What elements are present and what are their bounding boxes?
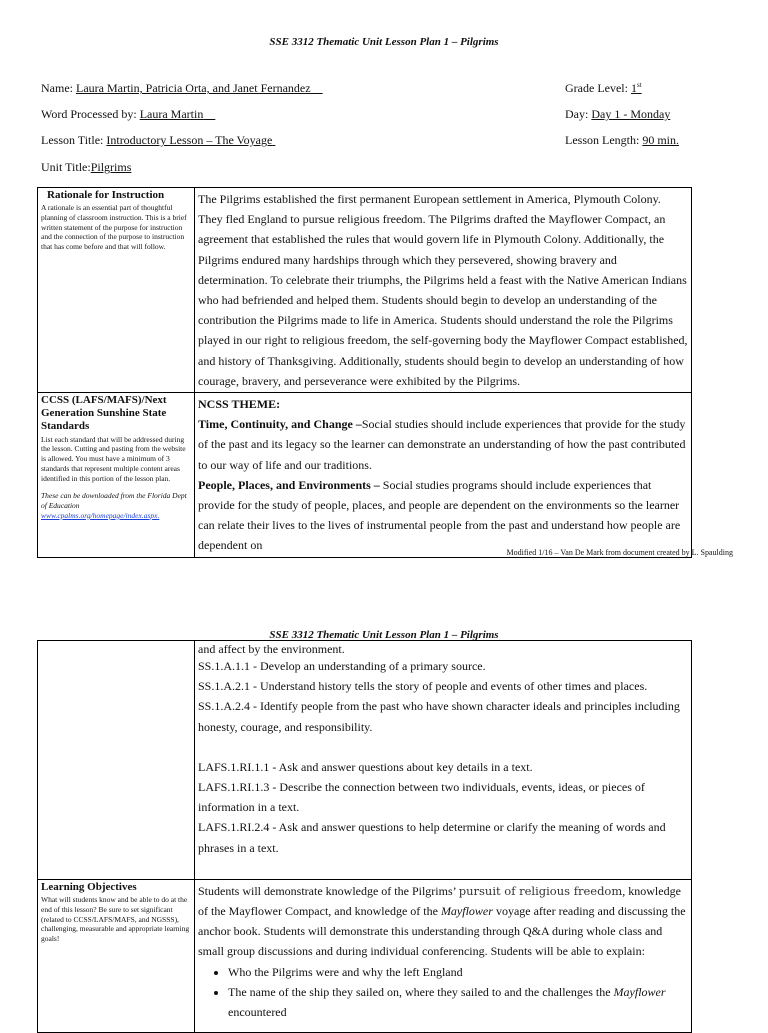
grade-suffix: st <box>636 81 642 89</box>
theme2-text: Social studies programs should include experiences that provide for the study of people, places, and people are dependent on the environments so the learner can relate their lives to the lives of instrumental people from the past and understand how people are dependent on <box>198 477 681 553</box>
objectives-heading: Learning Objectives <box>41 880 137 893</box>
rationale-text: The Pilgrims established the first permanent European settlement in America, Plymouth Colony. They fled England to pursue religious freedom. The Pilgrims drafted the Mayflower Compact, an agreement that established the rules that would govern life in Plymouth Colony. Additionally, the Pilgrims endured many hardships through which they persevered, showing bravery and determination. To celebrate their triumphs, the Pilgrims held a feast with the Native American Indians who had befriended and helped them. Students should begin to develop an understanding of the contribution the Pilgrims made to life in America. Students should understand the role the Pilgrims played in our right to religious freedom, the self-governing body the Mayflower Compact established, and history of Thanksgiving. Additionally, students should begin to develop an understanding of how courage, bravery, and perseverance were exhibited by the Pilgrims. <box>198 192 688 388</box>
objectives-text: Students will demonstrate knowledge of the Pilgrims’ pursuit of religious freedom, knowledge of the Mayflower Compact, and knowledge of the Mayflower voyage after reading and discussing the anchor book. Students will demonstrate this understanding through Q&A during whole class and small group discussions and during individual conferencing. Students will be able to explain: <box>198 883 686 959</box>
name-row <box>41 81 323 96</box>
rationale-row <box>38 188 692 393</box>
length-label: Lesson Length: <box>565 133 640 147</box>
ncss-theme-1 <box>198 414 688 475</box>
standard-ss-3: SS.1.A.2.4 - Identify people from the past who have shown character ideals and principles including honesty, courage, and responsibility. <box>198 699 680 734</box>
ncss-theme-heading: NCSS THEME: <box>198 397 281 412</box>
religious-freedom-phrase: pursuit of religious freedom <box>458 883 623 898</box>
theme1-title: Time, Continuity, and Change – <box>198 417 362 432</box>
page-title: SSE 3312 Thematic Unit Lesson Plan 1 – Pilgrims <box>269 36 499 48</box>
theme2-title: People, Places, and Environments – <box>198 477 380 492</box>
name-label: Name: <box>41 81 73 95</box>
grade-value: 1 <box>630 81 637 95</box>
day-label: Day: <box>565 107 589 121</box>
objective-bullet-1: • Who the Pilgrims were and why the left England <box>228 962 688 982</box>
processed-label: Word Processed by: <box>41 107 137 121</box>
cpalms-link[interactable]: www.cpalms.org/homepage/index.aspx. <box>41 510 160 520</box>
standards-label-cell <box>38 393 195 558</box>
objectives-label-cell <box>38 879 195 1032</box>
standards-note: List each standard that will be addressed during the lesson. Cutting and pasting from the website is allowed. You must have a minimum of 3 standards that represent multiple content areas identified in this portion of the lesson plan. <box>41 434 186 483</box>
standard-lafs-1: LAFS.1.RI.1.1 - Ask and answer questions about key details in a text. <box>198 759 533 774</box>
standard-lafs-2: LAFS.1.RI.1.3 - Describe the connection between two individuals, events, ideas, or pieces of information in a text. <box>198 780 645 815</box>
lesson-plan-table-continued <box>37 640 692 1033</box>
standards-continued-text: and affect by the environment. <box>198 642 345 656</box>
unit-value: Pilgrims <box>90 160 132 174</box>
objectives-row <box>38 879 692 1032</box>
rationale-content-cell <box>195 188 692 393</box>
unit-label: Unit Title: <box>41 160 91 174</box>
unit-row <box>41 160 131 175</box>
standard-lafs-3: LAFS.1.RI.2.4 - Ask and answer questions to help determine or clarify the meaning of words and phrases in a text. <box>198 820 666 855</box>
standards-continued-row <box>38 641 692 880</box>
lesson-row <box>41 133 275 148</box>
source-note-text: These can be downloaded from the Florida Dept of Education <box>41 491 187 511</box>
mayflower-italic: Mayflower <box>440 904 493 919</box>
rationale-heading: Rationale for Instruction <box>47 189 165 201</box>
grade-label: Grade Level: <box>565 81 628 95</box>
rationale-label-cell <box>38 188 195 393</box>
lesson-plan-table <box>37 187 692 558</box>
lesson-label: Lesson Title: <box>41 133 104 147</box>
standard-ss-1: SS.1.A.1.1 - Develop an understanding of a primary source. <box>198 659 486 673</box>
processed-row <box>41 107 215 122</box>
name-value: Laura Martin, Patricia Orta, and Janet Fernandez <box>76 81 311 95</box>
rationale-note: A rationale is an essential part of thoughtful planning of classroom instruction. This is a brief written statement of the purpose for instruction and the connection of the purpose to instruction that has come before and that will follow. <box>41 203 187 252</box>
objective-bullet-2: • The name of the ship they sailed on, where they sailed to and the challenges the Mayflower encountered <box>228 982 688 1022</box>
standards-continued-content-cell <box>195 641 692 880</box>
objectives-note: What will students know and be able to do at the end of this lesson? Be sure to set significant (related to CCSS/LAFS/MAFS, and NGSSS), challenging, measurable and appropriate learning goals! <box>41 895 190 944</box>
length-value: 90 min. <box>642 133 679 147</box>
standards-content-cell <box>195 393 692 558</box>
length-row <box>565 133 679 148</box>
objectives-content-cell <box>195 879 692 1032</box>
day-value: Day 1 - Monday <box>591 107 671 121</box>
standards-heading: CCSS (LAFS/MAFS)/Next Generation Sunshine State Standards <box>41 394 167 433</box>
ncss-theme-2 <box>198 475 688 556</box>
footer-note: Modified 1/16 – Van De Mark from document created by L. Spaulding <box>506 548 733 557</box>
objectives-list <box>198 962 688 1023</box>
theme1-text: Social studies should include experiences that provide for the study of the past and its legacy so the learner can demonstrate an understanding of how the past contributed to our way of life and our traditions. <box>198 417 686 472</box>
lesson-value: Introductory Lesson – The Voyage <box>106 133 273 147</box>
page2-title: SSE 3312 Thematic Unit Lesson Plan 1 – Pilgrims <box>269 629 499 641</box>
day-row <box>565 107 670 122</box>
processed-value: Laura Martin <box>139 107 204 121</box>
grade-row <box>565 81 642 96</box>
standards-continued-label-cell <box>38 641 195 880</box>
standard-ss-2: SS.1.A.2.1 - Understand history tells the story of people and events of other times and places. <box>198 679 648 694</box>
standards-row <box>38 393 692 558</box>
standards-source-note <box>41 491 191 520</box>
